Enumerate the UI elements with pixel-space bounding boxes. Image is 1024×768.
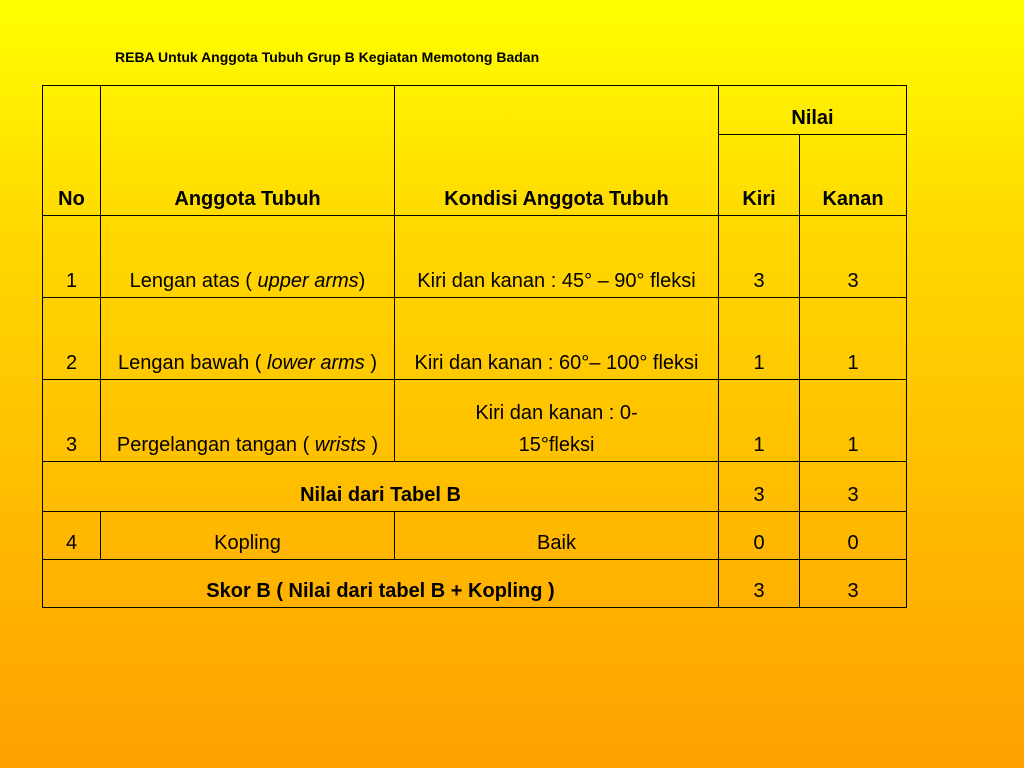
- kopling-kondisi: Baik: [395, 512, 719, 560]
- row-no: 2: [43, 298, 101, 380]
- row-anggota-tubuh: [101, 298, 395, 380]
- anggota-english: wrists: [314, 434, 366, 456]
- table-row: [43, 298, 907, 380]
- row-kanan: 1: [800, 380, 907, 462]
- header-kondisi: Kondisi Anggota Tubuh: [395, 86, 719, 216]
- anggota-english: lower arms: [267, 352, 365, 374]
- row-kiri: 1: [719, 298, 800, 380]
- tabel-b-label: Nilai dari Tabel B: [43, 462, 719, 512]
- header-no: No: [43, 86, 101, 216]
- tabel-b-kanan: 3: [800, 462, 907, 512]
- reba-table: [42, 85, 907, 608]
- row-kiri: 1: [719, 380, 800, 462]
- header-kiri: Kiri: [719, 135, 800, 216]
- skor-b-kanan: 3: [800, 560, 907, 608]
- header-nilai: Nilai: [719, 86, 907, 135]
- table-row: [43, 380, 907, 462]
- anggota-english: upper arms: [257, 270, 359, 292]
- row-kondisi: Kiri dan kanan : 60°– 100° fleksi: [395, 298, 719, 380]
- row-anggota-tubuh: [101, 380, 395, 462]
- tabel-b-row: [43, 462, 907, 512]
- row-no: 1: [43, 216, 101, 298]
- skor-b-row: [43, 560, 907, 608]
- row-kanan: 3: [800, 216, 907, 298]
- header-row-1: [43, 86, 907, 135]
- header-anggota-tubuh: Anggota Tubuh: [101, 86, 395, 216]
- skor-b-label: Skor B ( Nilai dari tabel B + Kopling ): [43, 560, 719, 608]
- slide-title: REBA Untuk Anggota Tubuh Grup B Kegiatan Memotong Badan: [115, 49, 540, 65]
- anggota-text: Pergelangan tangan (: [116, 434, 315, 456]
- header-kanan: Kanan: [800, 135, 907, 216]
- anggota-text: Lengan bawah (: [117, 352, 267, 374]
- row-anggota-tubuh: [101, 216, 395, 298]
- row-kondisi: Kiri dan kanan : 45° – 90° fleksi: [395, 216, 719, 298]
- skor-b-kiri: 3: [719, 560, 800, 608]
- row-kanan: 1: [800, 298, 907, 380]
- kopling-kiri: 0: [719, 512, 800, 560]
- row-kondisi: Kiri dan kanan : 0-15°fleksi: [395, 380, 719, 462]
- kopling-kanan: 0: [800, 512, 907, 560]
- anggota-close: ): [358, 270, 366, 292]
- tabel-b-kiri: 3: [719, 462, 800, 512]
- anggota-close: ): [365, 434, 379, 456]
- kopling-row: [43, 512, 907, 560]
- anggota-close: ): [364, 352, 378, 374]
- row-kiri: 3: [719, 216, 800, 298]
- row-no: 3: [43, 380, 101, 462]
- table-row: [43, 216, 907, 298]
- anggota-text: Lengan atas (: [129, 270, 258, 292]
- kopling-anggota: Kopling: [101, 512, 395, 560]
- kopling-no: 4: [43, 512, 101, 560]
